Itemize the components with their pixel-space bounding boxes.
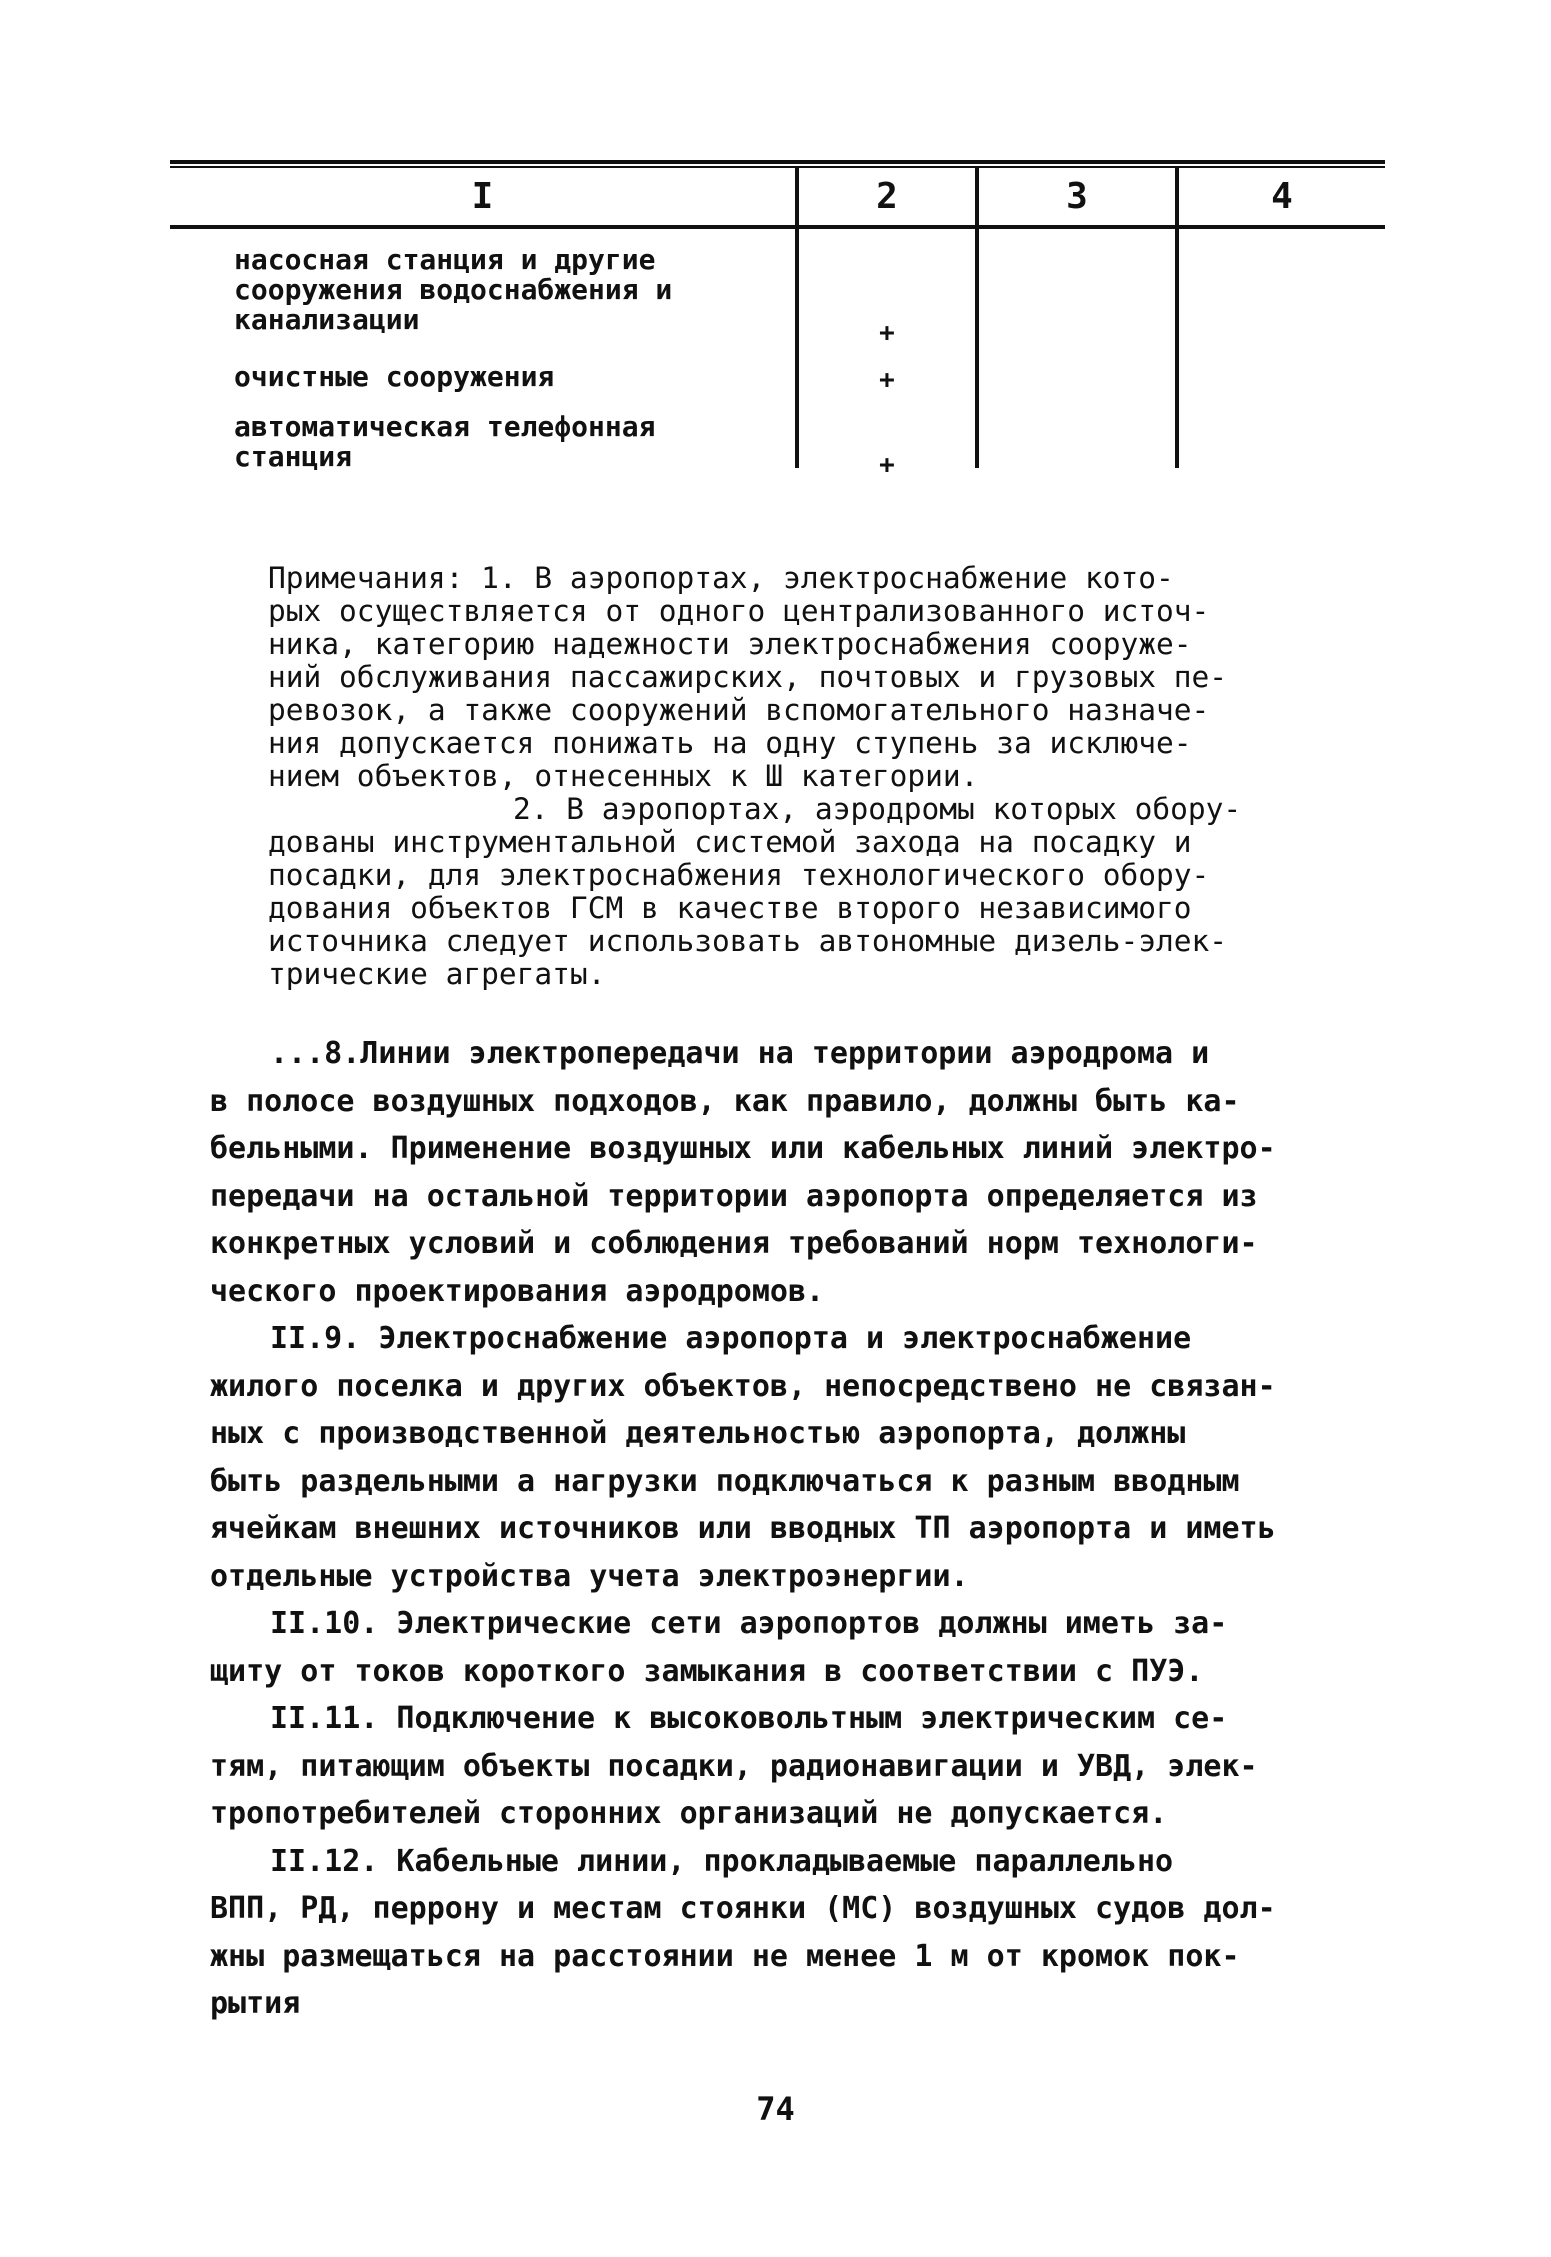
paragraph-line: бельными. Применение воздушных или кабельных линий электро- [210, 1131, 1276, 1166]
note-line: Примечания: 1. В аэропортах, электроснабжение кото- [268, 561, 1174, 595]
note-line: трические агрегаты. [268, 957, 606, 991]
note-line: ния допускается понижать на одну ступень за исключе- [268, 726, 1192, 760]
table-header-col-4: 4 [1271, 176, 1293, 217]
table-cell-mark: + [879, 365, 895, 395]
body-text [210, 1030, 1390, 2028]
table-row-telephone-station [234, 412, 794, 472]
table-cell-mark: + [879, 318, 895, 348]
paragraph-text: II.11. Подключение к высоковольтным электрическим се- [270, 1701, 1228, 1736]
paragraph-text: II.10. Электрические сети аэропортов должны иметь за- [270, 1606, 1228, 1641]
table-header-col-2: 2 [876, 176, 898, 217]
paragraph-line: ВПП, РД, перрону и местам стоянки (МС) воздушных судов дол- [210, 1891, 1276, 1926]
paragraph-line [210, 1030, 1390, 1078]
paragraph-line: в полосе воздушных подходов, как правило, должны быть ка- [210, 1083, 1240, 1119]
paragraph-line: тропотребителей сторонних организаций не допускается. [210, 1796, 1168, 1831]
paragraph-line: передачи на остальной территории аэропорта определяется из [210, 1178, 1258, 1214]
note-line: ний обслуживания пассажирских, почтовых и грузовых пе- [268, 660, 1228, 694]
table-row-text: очистные сооружения [234, 360, 555, 393]
table-header-col-1: I [471, 176, 494, 217]
paragraph-line: тям, питающим объекты посадки, радионавигации и УВД, элек- [210, 1748, 1258, 1784]
paragraph-text: II.12. Кабельные линии, прокладываемые параллельно [270, 1843, 1174, 1879]
note-line: рых осуществляется от одного централизованного источ- [268, 594, 1210, 628]
table-row-text: канализации [234, 303, 420, 336]
paragraph-line: ных с производственной деятельностью аэропорта, должны [210, 1416, 1186, 1451]
paragraph-line: ячейкам внешних источников или вводных ТП аэропорта и иметь [210, 1511, 1276, 1546]
note-line: ника, категорию надежности электроснабжения сооруже- [268, 627, 1192, 661]
table-row-treatment-facilities [234, 362, 794, 392]
table-header-col-3: 3 [1066, 176, 1088, 217]
paragraph-line [210, 1315, 1390, 1363]
note-line: источника следует использовать автономные дизель-элек- [268, 924, 1228, 958]
note-line: нием объектов, отнесенных к Ш категории. [268, 759, 979, 793]
paragraph-line: щиту от токов короткого замыкания в соответствии с ПУЭ. [210, 1653, 1204, 1689]
table-row-text: насосная станция и другие [234, 243, 656, 276]
paragraph-line: отдельные устройства учета электроэнергии. [210, 1558, 969, 1594]
table-row-text: автоматическая телефонная [234, 410, 656, 443]
paragraph-line [210, 1600, 1390, 1648]
paragraph-line: жны размещаться на расстоянии не менее 1 м от кромок пок- [210, 1938, 1240, 1974]
table-cell-mark: + [879, 450, 895, 480]
table-row-text: станция [234, 440, 353, 473]
table-row-text: сооружения водоснабжения и [234, 273, 673, 306]
paragraph-text: ...8.Линии электропередачи на территории аэродрома и [270, 1036, 1210, 1071]
paragraph-line [210, 1695, 1390, 1743]
table-row-pump-station [234, 245, 794, 335]
note-line: посадки, для электроснабжения технологического обору- [268, 858, 1210, 892]
requirements-table [170, 150, 1385, 480]
paragraph-line: конкретных условий и соблюдения требований норм технологи- [210, 1226, 1258, 1261]
paragraph-line [210, 1838, 1390, 1886]
table-top-rule [170, 160, 1385, 164]
note-line: дования объектов ГСМ в качестве второго независимого [268, 891, 1192, 925]
paragraph-line: рытия [210, 1986, 301, 2021]
paragraph-line: быть раздельными а нагрузки подключаться к разным вводным [210, 1463, 1240, 1499]
paragraph-line: жилого поселка и других объектов, непосредствено не связан- [210, 1368, 1276, 1404]
table-header-rule [170, 225, 1385, 229]
paragraph-line: ческого проектирования аэродромов. [210, 1273, 825, 1309]
note-line-text: 2. В аэропортах, аэродромы которых обору- [513, 792, 1242, 826]
table-top-rule-thin [170, 166, 1385, 168]
note-line: ревозок, а также сооружений вспомогательного назначе- [268, 693, 1210, 727]
notes-block [268, 562, 1378, 991]
note-line: дованы инструментальной системой захода на посадку и [268, 825, 1192, 859]
page-number: 74 [756, 2090, 795, 2128]
note-line [268, 793, 1378, 826]
paragraph-text: II.9. Электроснабжение аэропорта и электроснабжение [270, 1321, 1192, 1356]
